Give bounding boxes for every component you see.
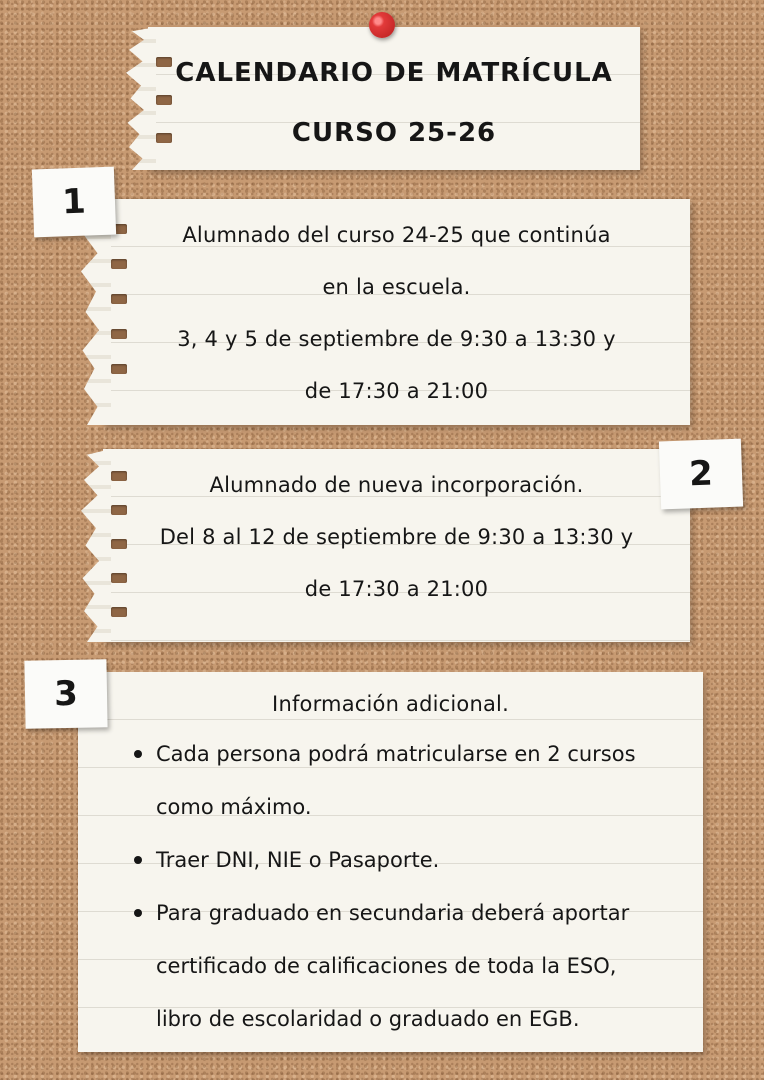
section-2-line: Del 8 al 12 de septiembre de 9:30 a 13:30 y xyxy=(159,525,634,549)
page-title xyxy=(148,43,640,163)
section-1-line: de 17:30 a 21:00 xyxy=(304,379,489,403)
title-line-1: CALENDARIO DE MATRÍCULA xyxy=(175,58,613,88)
additional-info-list xyxy=(156,728,696,1046)
section-2-text xyxy=(103,459,690,615)
list-item xyxy=(156,728,696,834)
list-item-line: como máximo. xyxy=(156,795,312,819)
list-item-line: Cada persona podrá matricularse en 2 cursos xyxy=(156,742,636,766)
section-1-line: en la escuela. xyxy=(322,275,471,299)
section-2-note xyxy=(103,449,690,642)
section-2-line: Alumnado de nueva incorporación. xyxy=(209,473,584,497)
section-1-number: 1 xyxy=(32,167,116,238)
section-3-number: 3 xyxy=(24,659,107,728)
section-1-line: 3, 4 y 5 de septiembre de 9:30 a 13:30 y xyxy=(177,327,616,351)
list-item-line: certificado de calificaciones de toda la ESO, xyxy=(156,954,617,978)
title-note xyxy=(148,27,640,170)
section-1-note xyxy=(103,199,690,425)
list-item-line: Traer DNI, NIE o Pasaporte. xyxy=(156,848,440,872)
section-2-line: de 17:30 a 21:00 xyxy=(304,577,489,601)
section-3-heading: Información adicional. xyxy=(272,692,509,716)
list-item-line: Para graduado en secundaria deberá aportar xyxy=(156,901,630,925)
section-2-number: 2 xyxy=(659,439,743,510)
push-pin-icon xyxy=(369,12,395,38)
list-item xyxy=(156,887,696,1046)
section-1-text xyxy=(103,209,690,417)
list-item xyxy=(156,834,696,887)
section-1-line: Alumnado del curso 24-25 que continúa xyxy=(182,223,611,247)
title-line-2: CURSO 25-26 xyxy=(291,118,497,148)
list-item-line: libro de escolaridad o graduado en EGB. xyxy=(156,1007,580,1031)
